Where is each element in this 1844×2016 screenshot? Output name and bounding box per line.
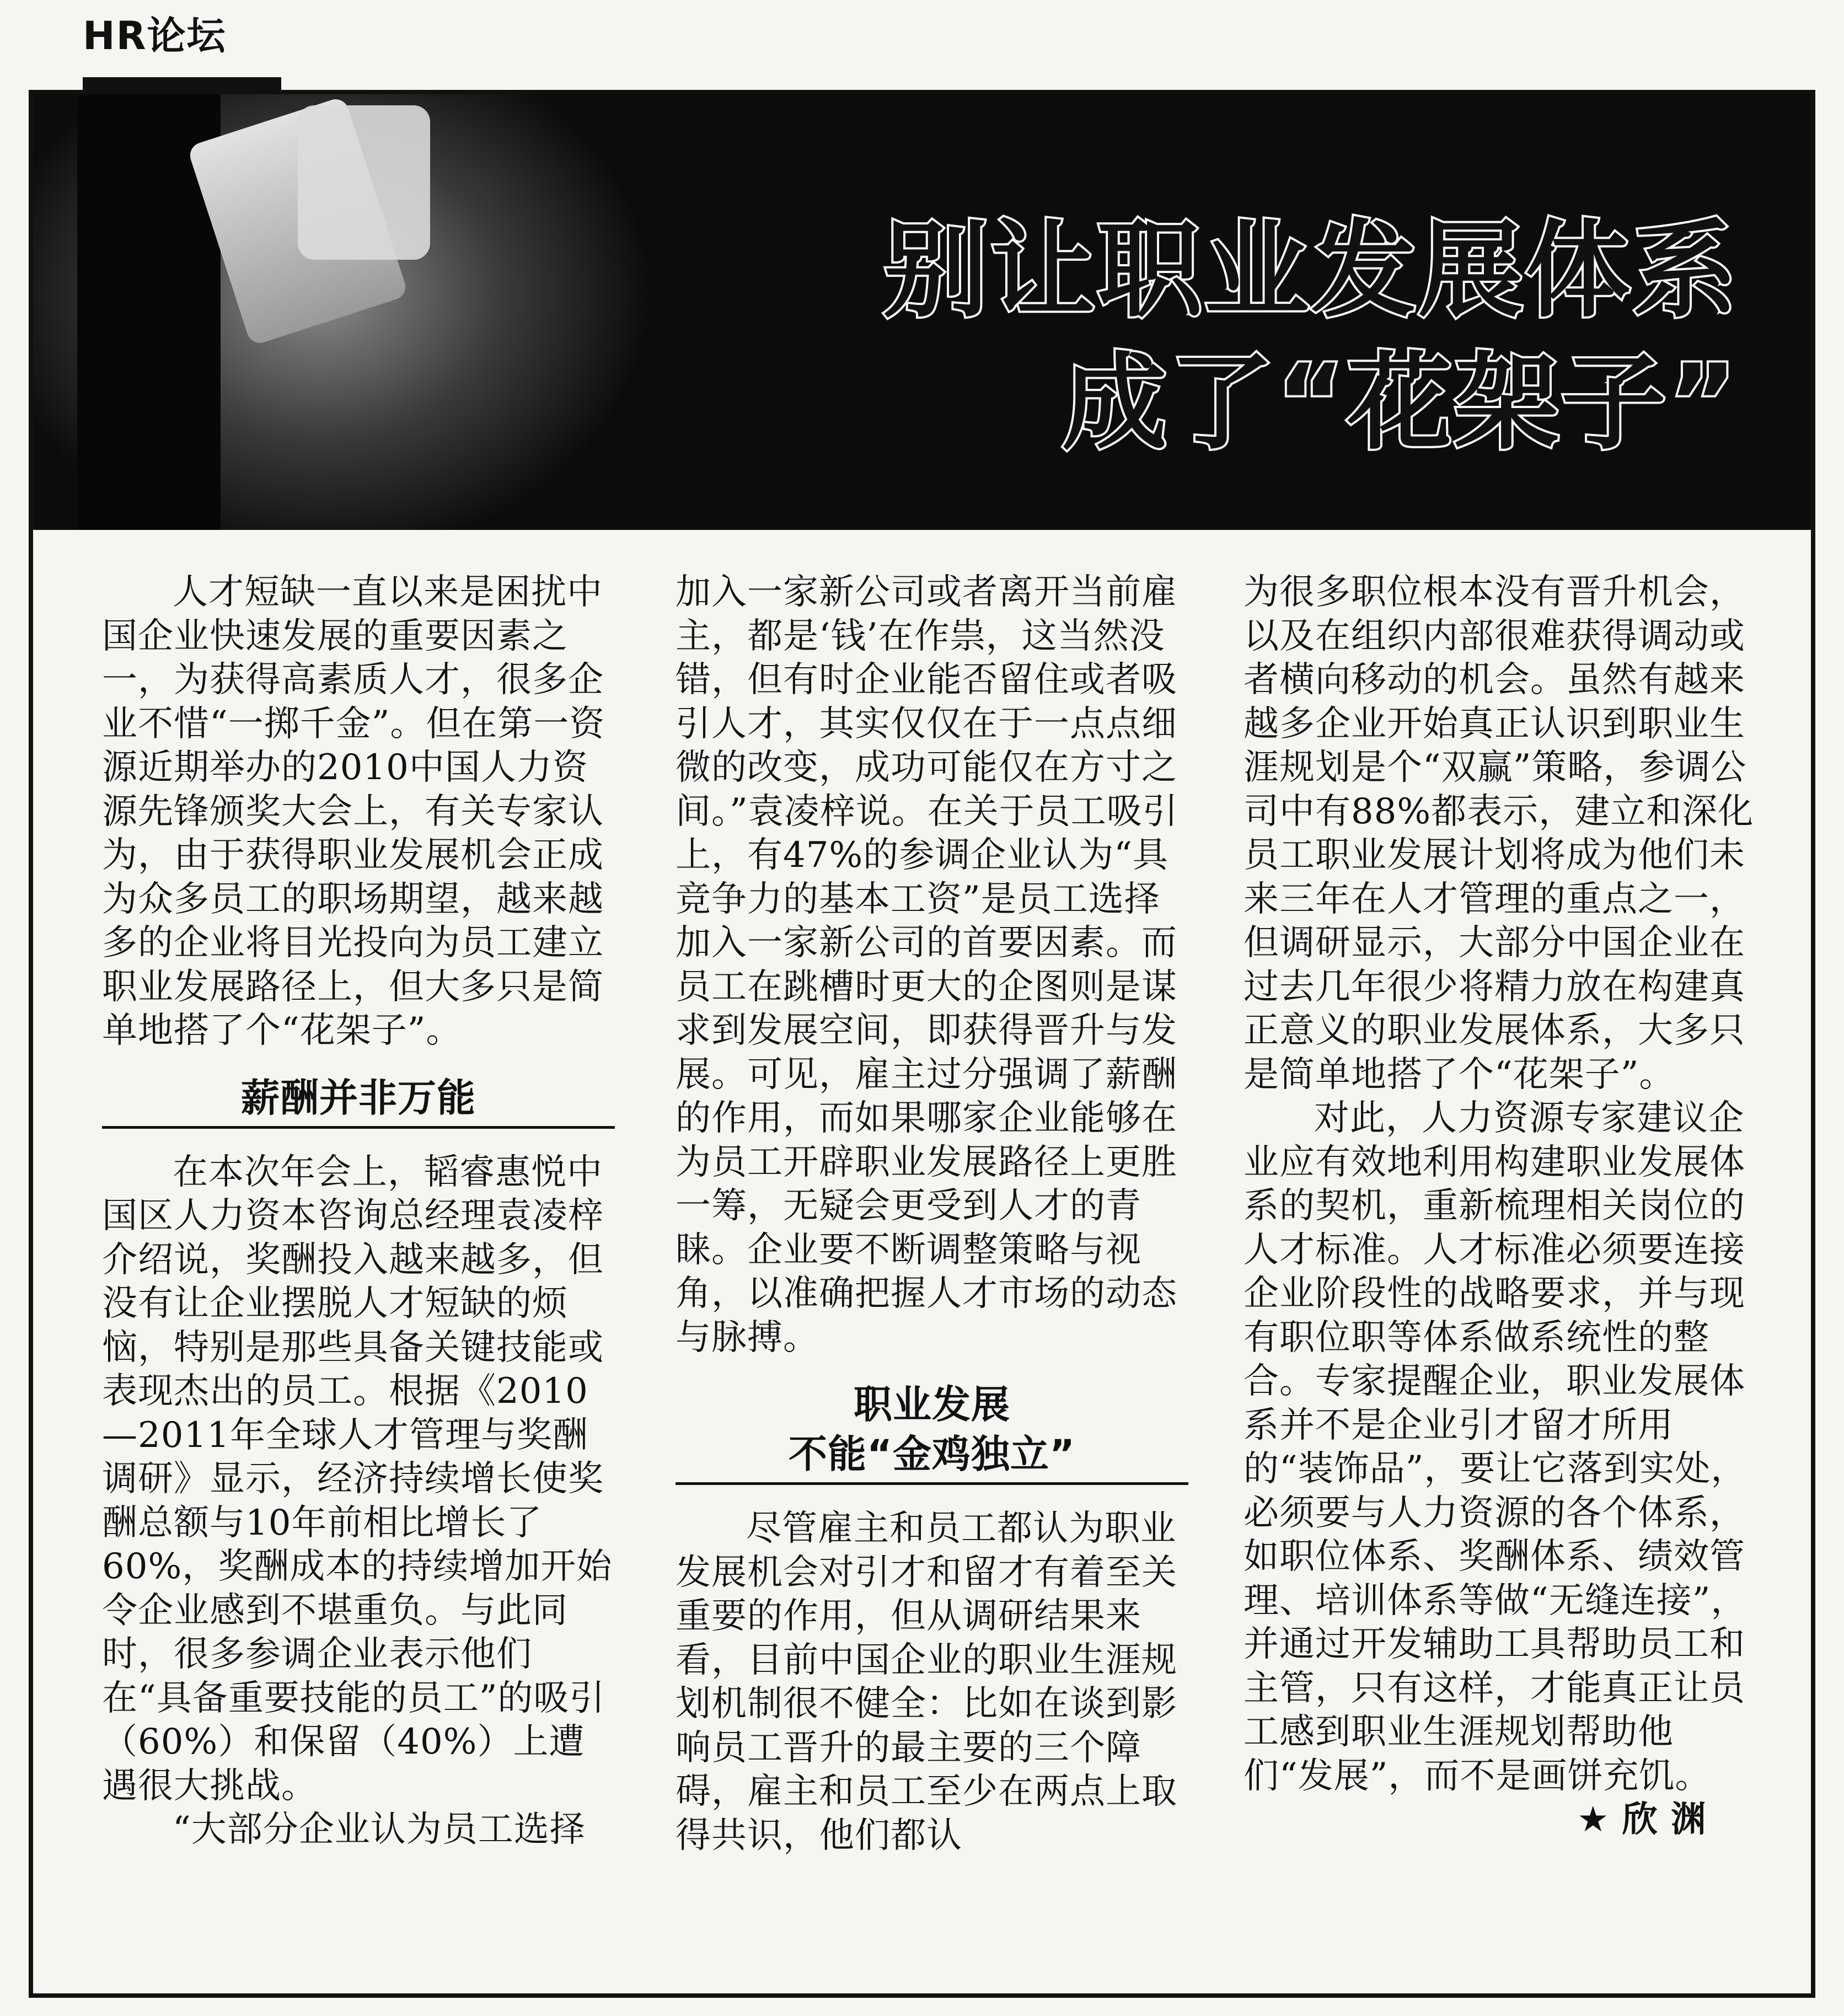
paragraph: 在本次年会上，韬睿惠悦中国区人力资本咨询总经理袁凌梓介绍说，奖酬投入越来越多，但没有让企业摆脱人才短缺的烦恼，特别是那些具备关键技能或表现杰出的员工。根据《2010—2011年全球人才管理与奖酬调研》显示，经济持续增长使奖酬总额与10年前相比增长了60%，奖酬成本的持续增加开始令企业感到不堪重负。与此同时，很多参调企业表示他们在“具备重要技能的员工”的吸引（60%）和保留（40%）上遭遇很大挑战。 [102, 1151, 613, 1806]
headline-line-1: 别让职业发展体系 [883, 210, 1739, 331]
section-tag: HR论坛 [83, 13, 227, 58]
column-3 [1243, 571, 1756, 1842]
banner-cup-shape [298, 105, 430, 260]
subheading: 薪酬并非万能 [102, 1073, 615, 1129]
paragraph: 对此，人力资源专家建议企业应有效地利用构建职业发展体系的契机，重新梳理相关岗位的人才标准。人才标准必须要连接企业阶段性的战略要求，并与现有职位职等体系做系统性的整合。专家提醒企业，职业发展体系并不是企业引才留才所用的“装饰品”，要让它落到实处，必须要与人力资源的各个体系，如职位体系、奖酬体系、绩效管理、培训体系等做“无缝连接”，并通过开发辅助工具帮助员工和主管，只有这样，才能真正让员工感到职业生涯规划帮助他们“发展”，而不是画饼充饥。 [1243, 1098, 1747, 1797]
subheading [676, 1380, 1188, 1485]
headline-line-2: 成了“花架子” [1062, 342, 1739, 464]
paragraph: 为很多职位根本没有晋升机会，以及在组织内部很难获得调动或者横向移动的机会。虽然有越来越多企业开始真正认识到职业生涯规划是个“双赢”策略，参调公司中有88%都表示，建立和深化员工职业发展计划将成为他们未来三年在人才管理的重点之一，但调研显示，大部分中国企业在过去几年很少将精力放在构建真正意义的职业发展体系，大多只是简单地搭了个“花架子”。 [1243, 572, 1754, 1095]
column-2 [676, 571, 1188, 1858]
headline [883, 205, 1739, 469]
paragraph: “大部分企业认为员工选择 [173, 1809, 586, 1850]
paragraph: 尽管雇主和员工都认为职业发展机会对引才和留才有着至关重要的作用，但从调研结果来看，目前中国企业的职业生涯规划机制很不健全：比如在谈到影响员工晋升的最主要的三个障碍，雇主和员工至少在两点上取得共识，他们都认 [676, 1508, 1177, 1856]
paragraph: 人才短缺一直以来是困扰中国企业快速发展的重要因素之一，为获得高素质人才，很多企业不惜“一掷千金”。但在第一资源近期举办的2010中国人力资源先锋颁奖大会上，有关专家认为，由于获得职业发展机会正成为众多员工的职场期望，越来越多的企业将目光投向为员工建立职业发展路径上，但大多只是简单地搭了个“花架子”。 [102, 572, 605, 1051]
banner-photo [33, 94, 1811, 530]
subheading-line-2: 不能“金鸡独立” [788, 1431, 1075, 1477]
column-1 [102, 571, 615, 1852]
byline: ★ 欣 渊 [1577, 1799, 1707, 1840]
subheading-line-1: 职业发展 [854, 1382, 1010, 1427]
paragraph: 加入一家新公司或者离开当前雇主，都是‘钱’在作祟，这当然没错，但有时企业能否留住或者吸引人才，其实仅仅在于一点点细微的改变，成功可能仅在方寸之间。”袁凌梓说。在关于员工吸引上，有47%的参调企业认为“具竞争力的基本工资”是员工选择加入一家新公司的首要因素。而员工在跳槽时更大的企图则是谋求到发展空间，即获得晋升与发展。可见，雇主过分强调了薪酬的作用，而如果哪家企业能够在为员工开辟职业发展路径上更胜一筹，无疑会更受到人才的青睐。企业要不断调整策略与视角，以准确把握人才市场的动态与脉搏。 [676, 572, 1178, 1358]
